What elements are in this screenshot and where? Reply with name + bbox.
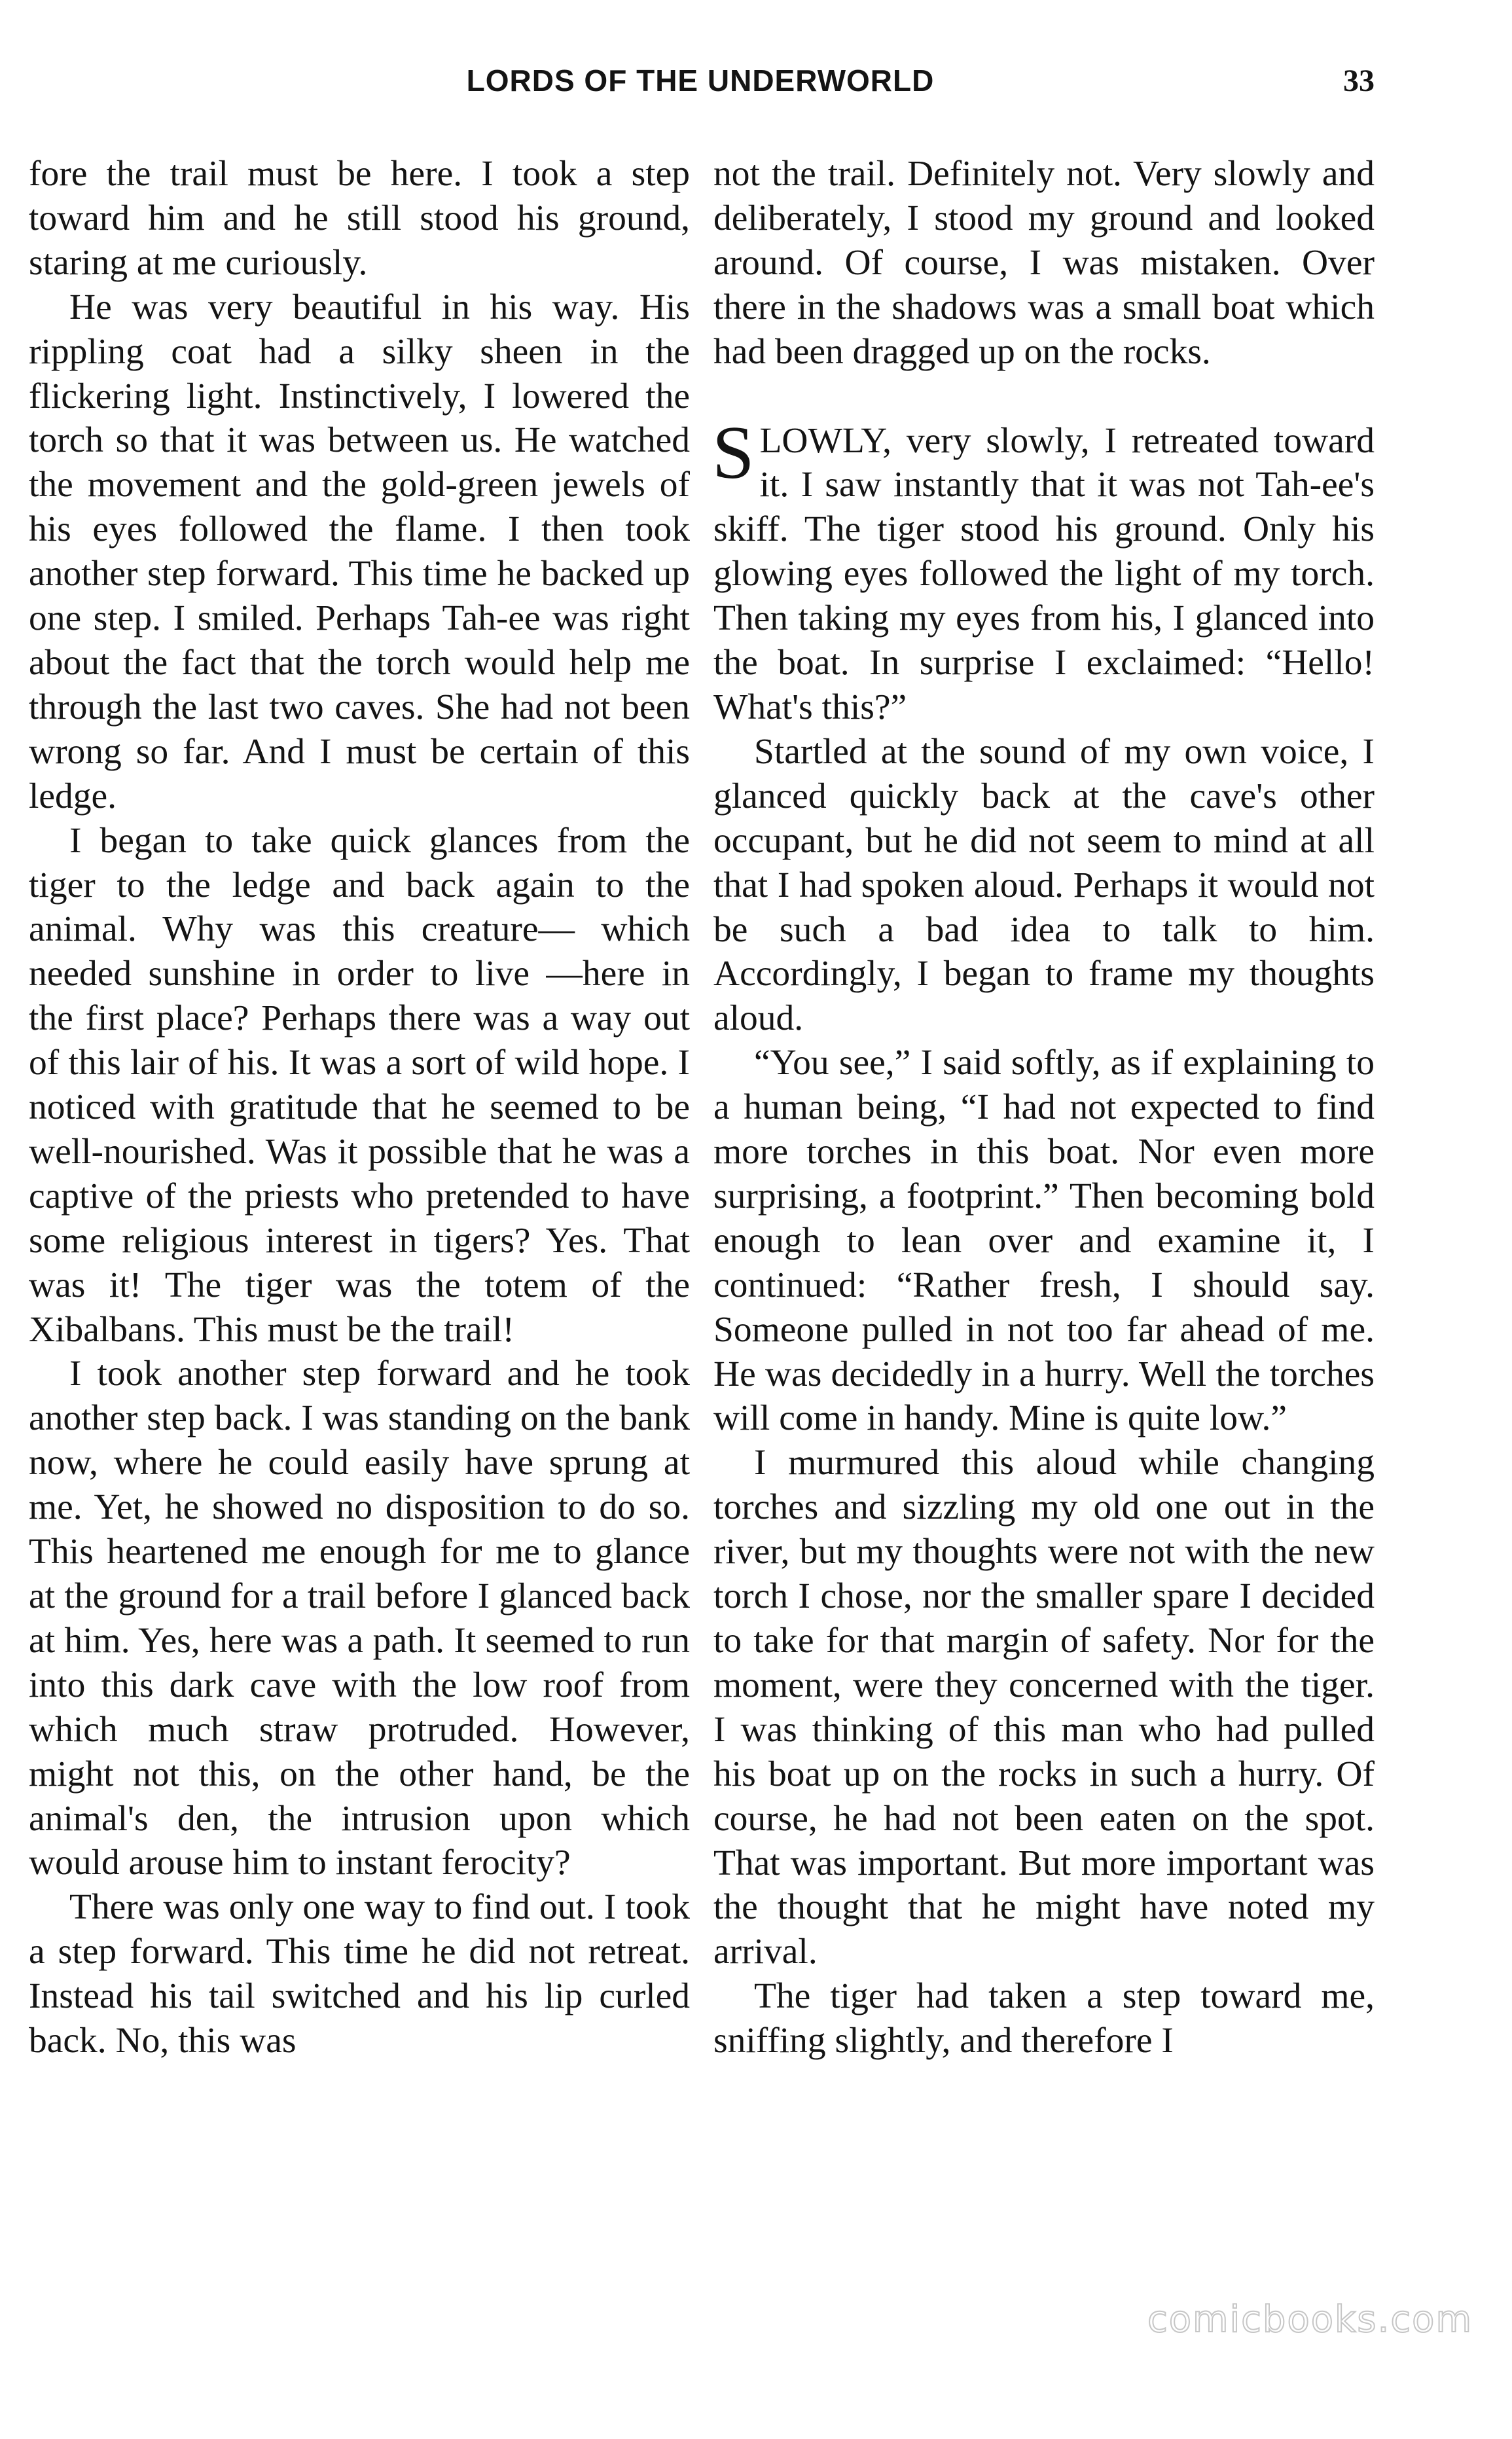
section-text: I saw instantly that it was not Tah-ee's skiff. The tiger stood his ground. Only his glowing eyes followed the light of my torch. Then taking my eyes from his, I glanced into the boat. In surprise I exclaimed: “Hello! What's this?” [713, 465, 1375, 727]
running-title: LORDS OF THE UNDERWORLD [466, 63, 935, 98]
watermark: comicbooks.com [1147, 2298, 1473, 2341]
paragraph: I began to take quick glances from the tiger to the ledge and back again to the animal. Why was this creature— which needed sunshine in order to live —here in the first place? Perhaps there was a way out of this lair of his. It was a sort of wild hope. I noticed with gratitude that he seemed to be well-nourished. Was it possible that he was a captive of the priests who pretended to have some religious interest in tigers? Yes. That was it! The tiger was the totem of the Xibalbans. This must be the trail! [29, 820, 690, 1350]
paragraph: The tiger had taken a step toward me, sniffing slightly, and therefore I [713, 1976, 1375, 2061]
paragraph-continued: not the trail. Definitely not. Very slowly and deliberately, I stood my ground and looked around. Of course, I was mistaken. Over there in the shadows was a small boat which had been dragged up on the rocks. [713, 154, 1375, 372]
drop-cap: S [712, 410, 755, 495]
paragraph: “You see,” I said softly, as if explaining to a human being, “I had not expected to find more torches in this boat. Nor even more surprising, a footprint.” Then becoming bold enough to lean over and examine it, I continued: “Rather fresh, I should say. Someone pulled in not too far ahead of me. He was decidedly in a hurry. Well the torches will come in handy. Mine is quite low.” [713, 1043, 1375, 1439]
page-number: 33 [1343, 63, 1375, 98]
paragraph: He was very beautiful in his way. His rippling coat had a silky sheen in the flickering light. Instinctively, I lowered the torch so that it was between us. He watched the movement and the gold-green jewels of his eyes followed the flame. I then took another step forward. This time he backed up one step. I smiled. Perhaps Tah-ee was right about the fact that the torch would help me through the last two caves. She had not been wrong so far. And I must be certain of this ledge. [29, 287, 690, 816]
section-opening-paragraph [712, 410, 1375, 730]
right-column [713, 152, 1375, 2063]
paragraph: Startled at the sound of my own voice, I glanced quickly back at the cave's other occupant, but he did not seem to mind at all that I had spoken aloud. Perhaps it would not be such a bad idea to talk to him. Accordingly, I began to frame my thoughts aloud. [713, 731, 1375, 1039]
paragraph: There was only one way to find out. I took a step forward. This time he did not retreat. Instead his tail switched and his lip curled back. No, this was [29, 1887, 690, 2061]
paragraph: I took another step forward and he took another step back. I was standing on the bank now, where he could easily have sprung at me. Yet, he showed no disposition to do so. This heartened me enough for me to glance at the ground for a trail before I glanced back at him. Yes, here was a path. It seemed to run into this dark cave with the low roof from which much straw protruded. However, might not this, on the other hand, be the animal's den, the intrusion upon which would arouse him to instant ferocity? [29, 1354, 690, 1883]
section-lead-in: LOWLY, very slowly, I retreated toward it. [759, 420, 1375, 505]
paragraph: I murmured this aloud while changing torches and sizzling my old one out in the river, but my thoughts were not with the new torch I chose, nor the smaller spare I decided to take for that margin of safety. Nor for the moment, were they concerned with the tiger. I was thinking of this man who had pulled his boat up on the rocks in such a hurry. Of course, he had not been eaten on the spot. That was important. But more important was the thought that he might have noted my arrival. [713, 1443, 1375, 1972]
running-head [26, 63, 1375, 115]
paragraph-continued: fore the trail must be here. I took a step toward him and he still stood his ground, staring at me curiously. [29, 154, 690, 283]
left-column [29, 152, 690, 2063]
